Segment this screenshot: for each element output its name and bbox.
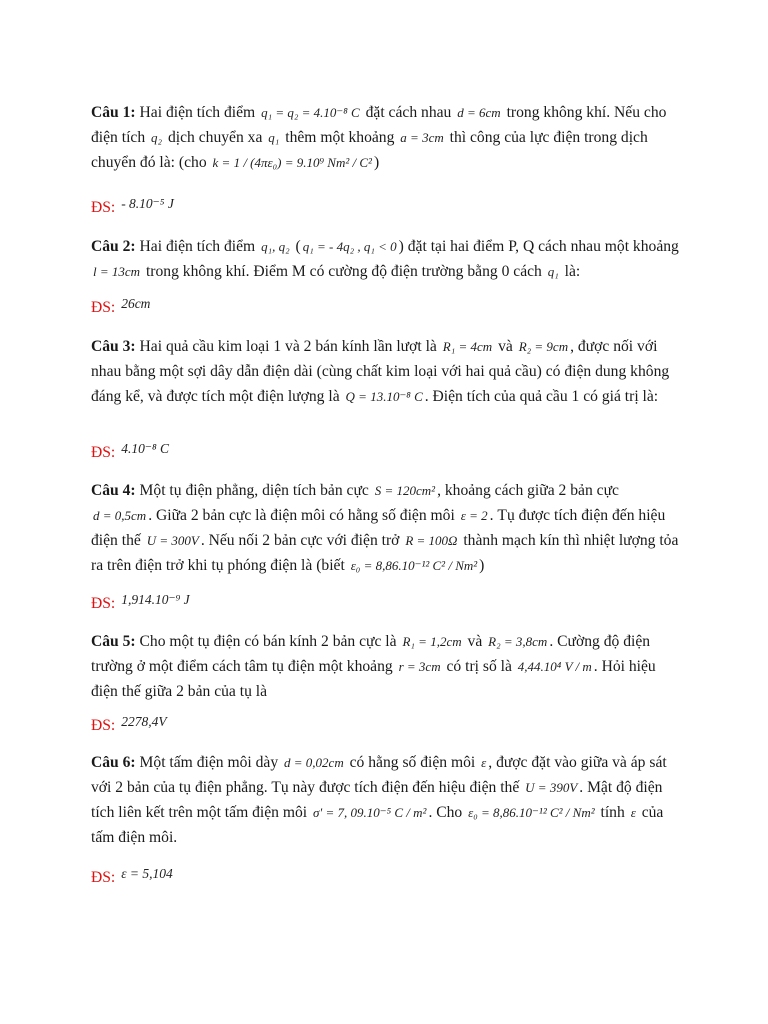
question-text: là: (564, 263, 581, 280)
question-text: dịch chuyển xa (167, 129, 263, 146)
answer-value: - 8.10⁻⁵ J (121, 196, 174, 211)
question-text: . Cường độ điện trường ở một điểm cách tâm tụ điện một khoảng (91, 633, 651, 675)
answer-label: ĐS: (91, 717, 116, 734)
math-expression: r = 3cm (398, 659, 441, 674)
math-expression: ε₀ = 8,86.10⁻¹² C² / Nm² (350, 558, 478, 573)
answer-label: ĐS: (91, 199, 116, 216)
question-label: Câu 5: (91, 633, 136, 650)
answer-5 (91, 714, 169, 738)
answer-value: 1,914.10⁻⁹ J (121, 592, 190, 607)
math-expression: d = 6cm (457, 105, 501, 120)
math-expression: 4,44.10⁴ V / m (517, 659, 592, 674)
math-expression: ε₀ = 8,86.10⁻¹² C² / Nm² (468, 805, 595, 820)
answer-value: 4.10⁻⁸ C (121, 441, 170, 456)
question-text: trong không khí. Nếu cho điện tích (91, 104, 667, 146)
math-expression: ε (481, 755, 487, 770)
question-text: Một tấm điện môi dày (139, 754, 279, 771)
question-text: ) (373, 154, 380, 171)
math-expression: Q = 13.10⁻⁸ C (345, 389, 423, 404)
question-label: Câu 4: (91, 482, 136, 499)
answer-label: ĐS: (91, 595, 116, 612)
answer-1 (91, 196, 176, 220)
math-expression: q₁ (268, 130, 280, 145)
question-text: . Giữa 2 bản cực là điện môi có hằng số điện môi (148, 507, 455, 524)
question-text: . Nếu nối 2 bản cực với điện trở (200, 532, 400, 549)
question-text: Một tụ điện phẳng, diện tích bản cực (139, 482, 369, 499)
question-label: Câu 6: (91, 754, 136, 771)
question-text: , khoảng cách giữa 2 bản cực (437, 482, 619, 499)
question-label: Câu 1: (91, 104, 136, 121)
math-expression: R₂ = 3,8cm (488, 634, 548, 649)
question-text: thành mạch kín thì nhiệt lượng tỏa ra trên điện trở khi tụ phóng điện là (biết (91, 532, 679, 574)
question-text: của tấm điện môi. (91, 804, 664, 846)
question-3 (91, 334, 681, 409)
math-expression: R = 100Ω (405, 533, 458, 548)
math-expression: q₁ (547, 264, 559, 279)
question-text: và (467, 633, 483, 650)
question-text: ) (479, 557, 485, 574)
math-expression: S = 120cm² (374, 483, 436, 498)
answer-3 (91, 441, 171, 465)
math-expression: U = 390V (525, 780, 578, 795)
answer-6 (91, 866, 175, 890)
math-expression: q₂ (151, 130, 163, 145)
question-text: . Mật độ điện tích liên kết trên một tấm điện môi (91, 779, 663, 821)
math-expression: R₂ = 9cm (518, 339, 569, 354)
math-expression: l = 13cm (93, 264, 141, 279)
question-text: ( (295, 238, 301, 255)
math-expression: q₁ = q₂ = 4.10⁻⁸ C (261, 105, 360, 120)
question-text: thì công của lực điện trong dịch chuyển đó là: (cho (91, 129, 648, 171)
question-1 (91, 100, 681, 175)
question-text: Hai điện tích điểm (139, 238, 256, 255)
math-expression: σ' = 7, 09.10⁻⁵ C / m² (313, 805, 427, 820)
math-expression: ε = 2 (460, 508, 488, 523)
math-expression: q₁, q₂ (261, 239, 290, 254)
question-text: , được nối với nhau bằng một sợi dây dẫn điện dài (cùng chất kim loại với hai quả cầu) có điện dung không đáng kể, và được tích một điện lượng là (91, 338, 670, 405)
answer-value: 26cm (121, 296, 151, 311)
question-text: ) đặt tại hai điểm P, Q cách nhau một khoảng (398, 238, 679, 255)
math-expression: a = 3cm (400, 130, 444, 145)
question-text: có trị số là (446, 658, 512, 675)
answer-label: ĐS: (91, 444, 116, 461)
question-6 (91, 750, 681, 850)
math-expression: R₁ = 4cm (442, 339, 493, 354)
question-text: và (498, 338, 513, 355)
question-text: Hai quả cầu kim loại 1 và 2 bán kính lần lượt là (139, 338, 437, 355)
question-text: trong không khí. Điểm M có cường độ điện trường bằng 0 cách (145, 263, 542, 280)
answer-label: ĐS: (91, 869, 116, 886)
question-text: tính (600, 804, 625, 821)
math-expression: U = 300V (146, 533, 199, 548)
question-4 (91, 478, 681, 578)
question-text: đặt cách nhau (365, 104, 452, 121)
math-expression: ε (630, 805, 636, 820)
math-expression: R₁ = 1,2cm (402, 634, 462, 649)
question-text: Cho một tụ điện có bán kính 2 bản cực là (139, 633, 397, 650)
question-2 (91, 234, 681, 284)
question-text: có hằng số điện môi (349, 754, 476, 771)
question-text: thêm một khoảng (285, 129, 395, 146)
answer-4 (91, 592, 192, 616)
question-text: . Cho (428, 804, 463, 821)
math-expression: k = 1 / (4πε₀) = 9.10⁹ Nm² / C² (212, 155, 372, 170)
question-label: Câu 3: (91, 338, 136, 355)
question-text: Hai điện tích điểm (139, 104, 256, 121)
question-text: , được đặt vào giữa và áp sát với 2 bản của tụ điện phẳng. Tụ này được tích điện đến hiệu điện thế (91, 754, 667, 796)
math-expression: d = 0,5cm (93, 508, 147, 523)
question-5 (91, 629, 681, 704)
question-label: Câu 2: (91, 238, 136, 255)
question-text: . Tụ được tích điện đến hiệu điện thế (91, 507, 666, 549)
answer-value: 2278,4V (121, 714, 167, 729)
math-expression: d = 0,02cm (284, 755, 344, 770)
answer-2 (91, 296, 152, 320)
answer-label: ĐS: (91, 299, 116, 316)
answer-value: ε = 5,104 (121, 866, 173, 881)
question-text: . Hỏi hiệu điện thế giữa 2 bản của tụ là (91, 658, 656, 700)
math-expression: q₁ = - 4q₂ , q₁ < 0 (302, 239, 397, 254)
question-text: . Điện tích của quả cầu 1 có giá trị là: (424, 388, 659, 405)
